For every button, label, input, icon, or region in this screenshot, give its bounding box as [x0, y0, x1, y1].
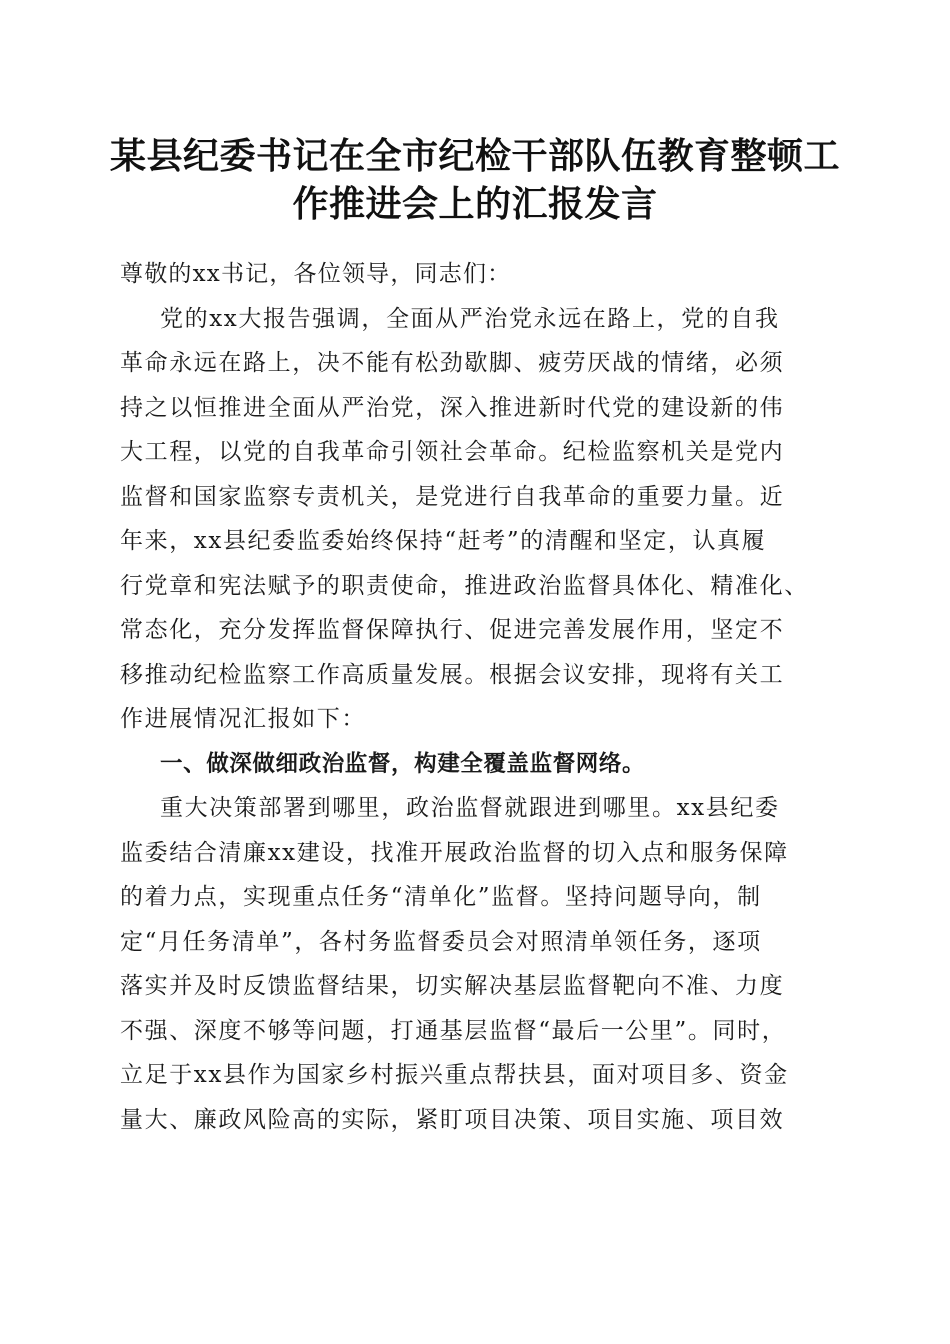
paragraph-1-line: 作进展情况汇报如下：: [120, 706, 366, 732]
paragraph-2-line: 的着力点，实现重点任务“清单化”监督。坚持问题导向，制: [120, 884, 762, 910]
greeting: 尊敬的xx书记，各位领导，同志们：: [120, 261, 512, 287]
paragraph-1-line: 年来，xx县纪委监委始终保持“赶考”的清醒和坚定，认真履: [120, 528, 767, 554]
paragraph-2-line: 落实并及时反馈监督结果，切实解决基层监督靶向不准、力度: [120, 973, 785, 999]
paragraph-1-line: 大工程，以党的自我革命引领社会革命。纪检监察机关是党内: [120, 439, 785, 465]
document-body: [120, 252, 832, 1142]
section-1-heading: 一、做深做细政治监督，构建全覆盖监督网络。: [160, 750, 646, 777]
title-line-1: 某县纪委书记在全市纪检干部队伍教育整顿工: [109, 135, 840, 177]
paragraph-2-line: 立足于xx县作为国家乡村振兴重点帮扶县，面对项目多、资金: [120, 1062, 789, 1088]
paragraph-2-line: 不强、深度不够等问题，打通基层监督“最后一公里”。同时，: [120, 1017, 787, 1044]
paragraph-1-line: 监督和国家监察专责机关，是党进行自我革命的重要力量。近: [120, 483, 785, 510]
paragraph-1-line: 持之以恒推进全面从严治党，深入推进新时代党的建设新的伟: [120, 394, 785, 421]
paragraph-2-line: 重大决策部署到哪里，政治监督就跟进到哪里。xx县纪委: [160, 795, 780, 821]
paragraph-1-line: 革命永远在路上，决不能有松劲歇脚、疲劳厌战的情绪，必须: [120, 350, 785, 376]
paragraph-2-line: 定“月任务清单”，各村务监督委员会对照清单领任务，逐项: [120, 928, 762, 955]
paragraph-1-line: 行党章和宪法赋予的职责使命，推进政治监督具体化、精准化、: [120, 572, 809, 599]
title-line-2: 作推进会上的汇报发言: [292, 183, 658, 225]
document-title: [100, 132, 850, 228]
paragraph-2-line: 量大、廉政风险高的实际，紧盯项目决策、项目实施、项目效: [120, 1106, 785, 1133]
paragraph-1-line: 常态化，充分发挥监督保障执行、促进完善发展作用，坚定不: [120, 617, 785, 643]
paragraph-2-line: 监委结合清廉xx建设，找准开展政治监督的切入点和服务保障: [120, 839, 789, 866]
paragraph-1-line: 移推动纪检监察工作高质量发展。根据会议安排，现将有关工: [120, 661, 785, 688]
paragraph-2: [120, 786, 832, 1142]
paragraph-1: [120, 297, 832, 742]
paragraph-1-line: 党的xx大报告强调，全面从严治党永远在路上，党的自我: [160, 305, 780, 332]
